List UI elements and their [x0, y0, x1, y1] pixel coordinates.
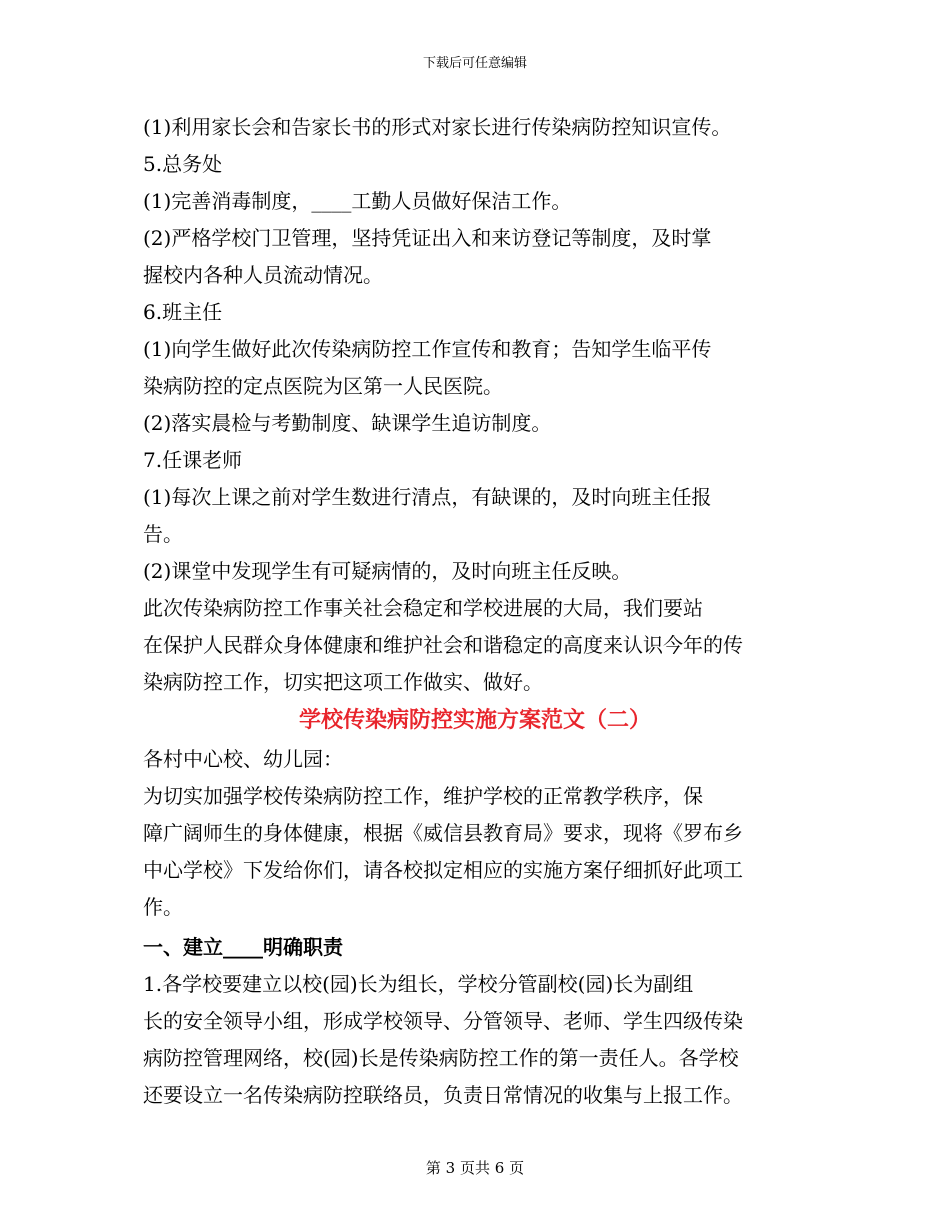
text-line: 还要设立一名传染病防控联络员，负责日常情况的收集与上报工作。: [143, 1083, 743, 1107]
text-line: 障广阔师生的身体健康，根据《威信县教育局》要求，现将《罗布乡: [143, 821, 743, 845]
text-line: 长的安全领导小组，形成学校领导、分管领导、老师、学生四级传染: [143, 1009, 743, 1033]
text-line: (1)每次上课之前对学生数进行清点，有缺课的，及时向班主任报: [143, 485, 712, 509]
page-header: 下载后可任意编辑: [422, 56, 527, 71]
text-line: 染病防控的定点医院为区第一人民医院。: [143, 374, 503, 398]
text-line: 告。: [143, 522, 183, 546]
text-line: 1.各学校要建立以校(园)长为组长，学校分管副校(园)长为副组: [143, 972, 694, 996]
text-line: 中心学校》下发给你们，请各校拟定相应的实施方案仔细抓好此项工: [143, 858, 743, 882]
text-line: (1)向学生做好此次传染病防控工作宣传和教育；告知学生临平传: [143, 337, 712, 361]
text-line: 5.总务处: [143, 152, 223, 176]
text-line: 作。: [143, 895, 183, 919]
text-line: 7.任课老师: [143, 448, 243, 472]
text-line: 在保护人民群众身体健康和维护社会和谐稳定的高度来认识今年的传: [143, 633, 743, 657]
text-line: 为切实加强学校传染病防控工作，维护学校的正常教学秩序，保: [143, 784, 703, 808]
text-line: (1)完善消毒制度，____工勤人员做好保洁工作。: [143, 189, 572, 213]
text-line: 各村中心校、幼儿园：: [143, 747, 343, 771]
text-line: (2)课堂中发现学生有可疑病情的，及时向班主任反映。: [143, 559, 632, 583]
text-line: (2)严格学校门卫管理，坚持凭证出入和来访登记等制度，及时掌: [143, 226, 712, 250]
text-line: 病防控管理网络，校(园)长是传染病防控工作的第一责任人。各学校: [143, 1046, 739, 1070]
heading-1: 一、建立____明确职责: [143, 935, 343, 959]
text-line: 握校内各种人员流动情况。: [143, 263, 383, 287]
text-line: (1)利用家长会和告家长书的形式对家长进行传染病防控知识宣传。: [143, 115, 732, 139]
text-line: (2)落实晨检与考勤制度、缺课学生追访制度。: [143, 411, 552, 435]
text-line: 染病防控工作，切实把这项工作做实、做好。: [143, 670, 543, 694]
section-title: 学校传染病防控实施方案范文（二）: [298, 707, 651, 733]
page-footer: 第 3 页共 6 页: [425, 1159, 525, 1177]
text-line: 此次传染病防控工作事关社会稳定和学校进展的大局，我们要站: [143, 596, 703, 620]
text-line: 6.班主任: [143, 300, 223, 324]
